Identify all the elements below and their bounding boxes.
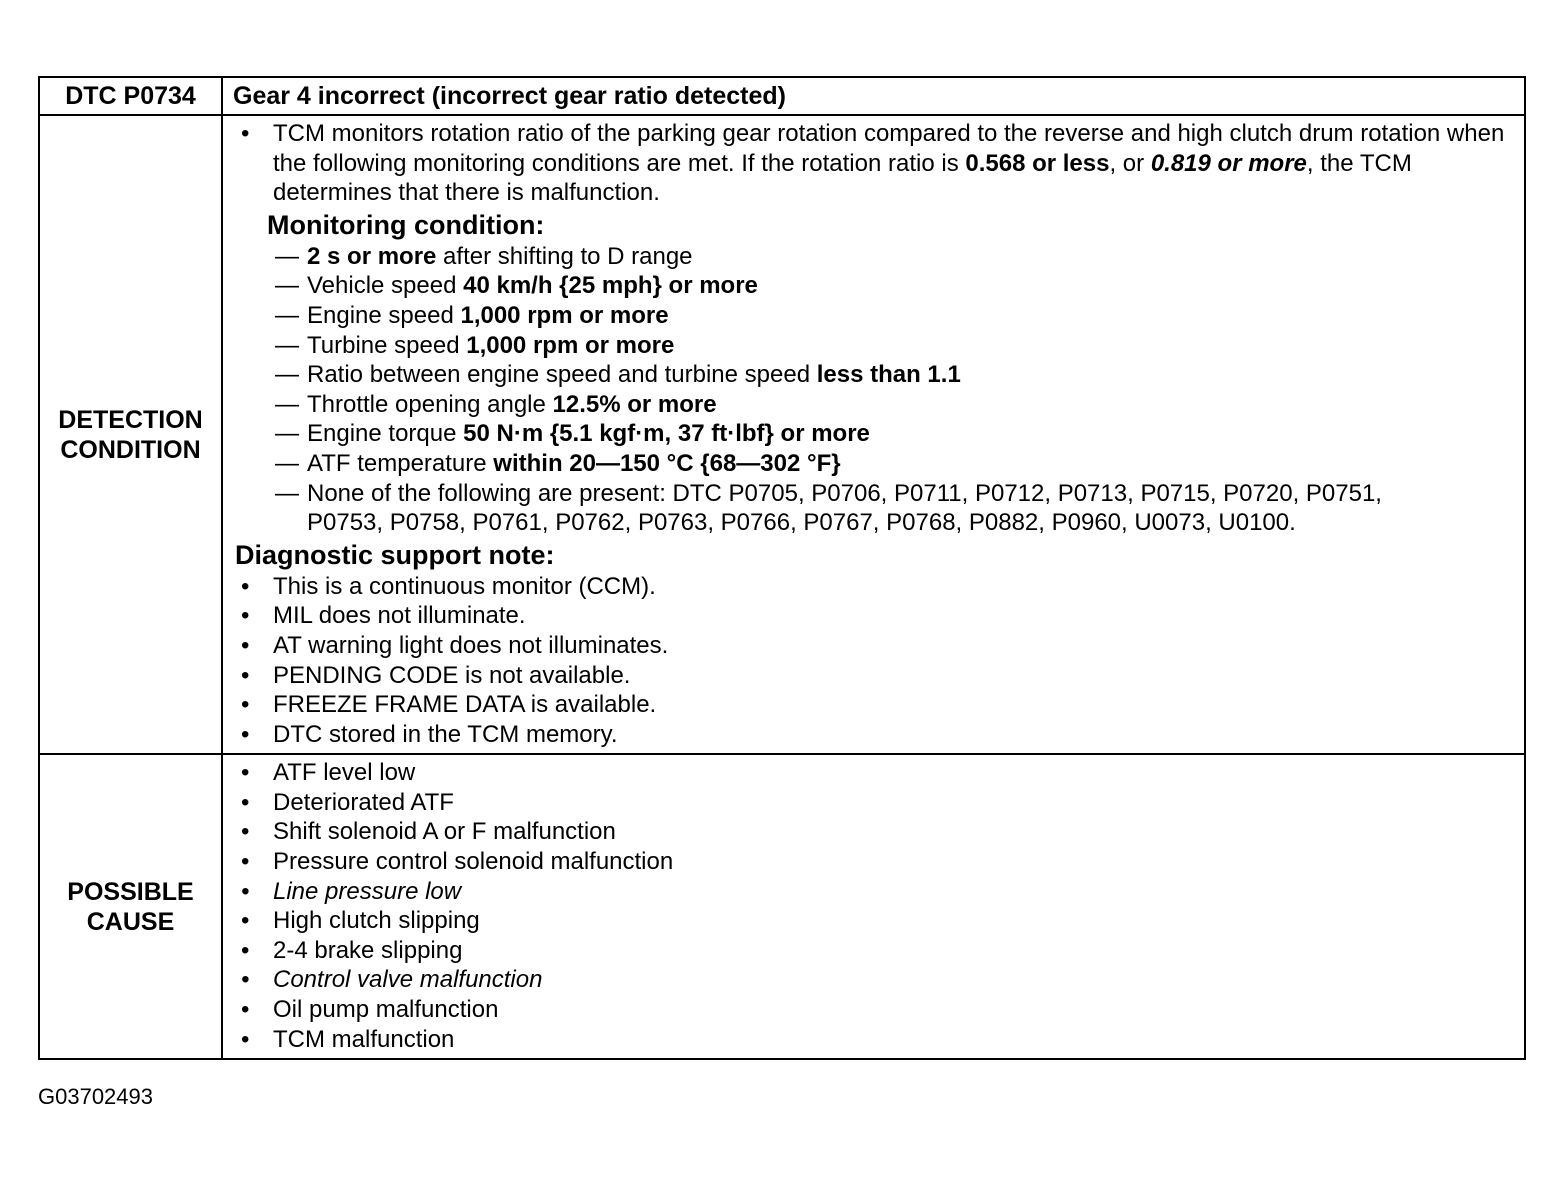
detection-condition-label: [39, 115, 222, 754]
dtc-table: [38, 76, 1526, 1060]
support-note: • This is a continuous monitor (CCM).: [235, 572, 1516, 602]
condition-item: — Engine speed 1,000 rpm or more: [235, 301, 1516, 331]
possible-cause-label-line1: POSSIBLE: [67, 877, 194, 906]
cause-item: • Control valve malfunction: [235, 965, 1516, 995]
condition-item: — Turbine speed 1,000 rpm or more: [235, 331, 1516, 361]
condition-item: — 2 s or more after shifting to D range: [235, 242, 1516, 272]
monitoring-condition-heading: Monitoring condition:: [267, 209, 545, 240]
condition-item: — Engine torque 50 N·m {5.1 kgf·m, 37 ft·lbf} or more: [235, 419, 1516, 449]
condition-item: — Vehicle speed 40 km/h {25 mph} or more: [235, 271, 1516, 301]
cause-item: • Pressure control solenoid malfunction: [235, 847, 1516, 877]
cause-item: • Shift solenoid A or F malfunction: [235, 817, 1516, 847]
header-row: [39, 77, 1525, 115]
cause-item: • 2-4 brake slipping: [235, 936, 1516, 966]
detection-condition-content: [222, 115, 1525, 754]
cause-item: • Oil pump malfunction: [235, 995, 1516, 1025]
figure-id: G03702493: [38, 1084, 153, 1109]
condition-item: — Throttle opening angle 12.5% or more: [235, 390, 1516, 420]
condition-item: — ATF temperature within 20—150 °C {68—302 °F}: [235, 449, 1516, 479]
cause-item: • TCM malfunction: [235, 1025, 1516, 1055]
support-note: • PENDING CODE is not available.: [235, 661, 1516, 691]
detection-intro: • TCM monitors rotation ratio of the parking gear rotation compared to the reverse and high clutch drum rotation when the following monitoring conditions are met. If the rotation ratio is 0.568 or less, or 0.819 or more, the TCM determines that there is malfunction.: [235, 119, 1516, 208]
possible-cause-label-line2: CAUSE: [86, 907, 175, 936]
possible-cause-row: [39, 754, 1525, 1059]
support-note: • MIL does not illuminate.: [235, 601, 1516, 631]
detection-label-line1: DETECTION: [58, 405, 203, 434]
dtc-code: DTC P0734: [39, 77, 222, 115]
cause-item: • ATF level low: [235, 758, 1516, 788]
detection-label-line2: CONDITION: [60, 435, 201, 464]
support-note: • AT warning light does not illuminates.: [235, 631, 1516, 661]
condition-item-none-present-cont: P0753, P0758, P0761, P0762, P0763, P0766, P0767, P0768, P0882, P0960, U0073, U0100.: [307, 509, 1296, 537]
support-note: • DTC stored in the TCM memory.: [235, 720, 1516, 750]
condition-item: — Ratio between engine speed and turbine speed less than 1.1: [235, 360, 1516, 390]
cause-item: • Deteriorated ATF: [235, 788, 1516, 818]
diagnostic-support-heading: Diagnostic support note:: [235, 539, 555, 570]
cause-item: • Line pressure low: [235, 877, 1516, 907]
possible-cause-label: [39, 754, 222, 1059]
dtc-title: Gear 4 incorrect (incorrect gear ratio detected): [222, 77, 1525, 115]
cause-item: • High clutch slipping: [235, 906, 1516, 936]
condition-item-none-present: — None of the following are present: DTC P0705, P0706, P0711, P0712, P0713, P0715, P0720, P0751,: [235, 479, 1516, 509]
detection-condition-row: [39, 115, 1525, 754]
possible-cause-content: [222, 754, 1525, 1059]
support-note: • FREEZE FRAME DATA is available.: [235, 690, 1516, 720]
